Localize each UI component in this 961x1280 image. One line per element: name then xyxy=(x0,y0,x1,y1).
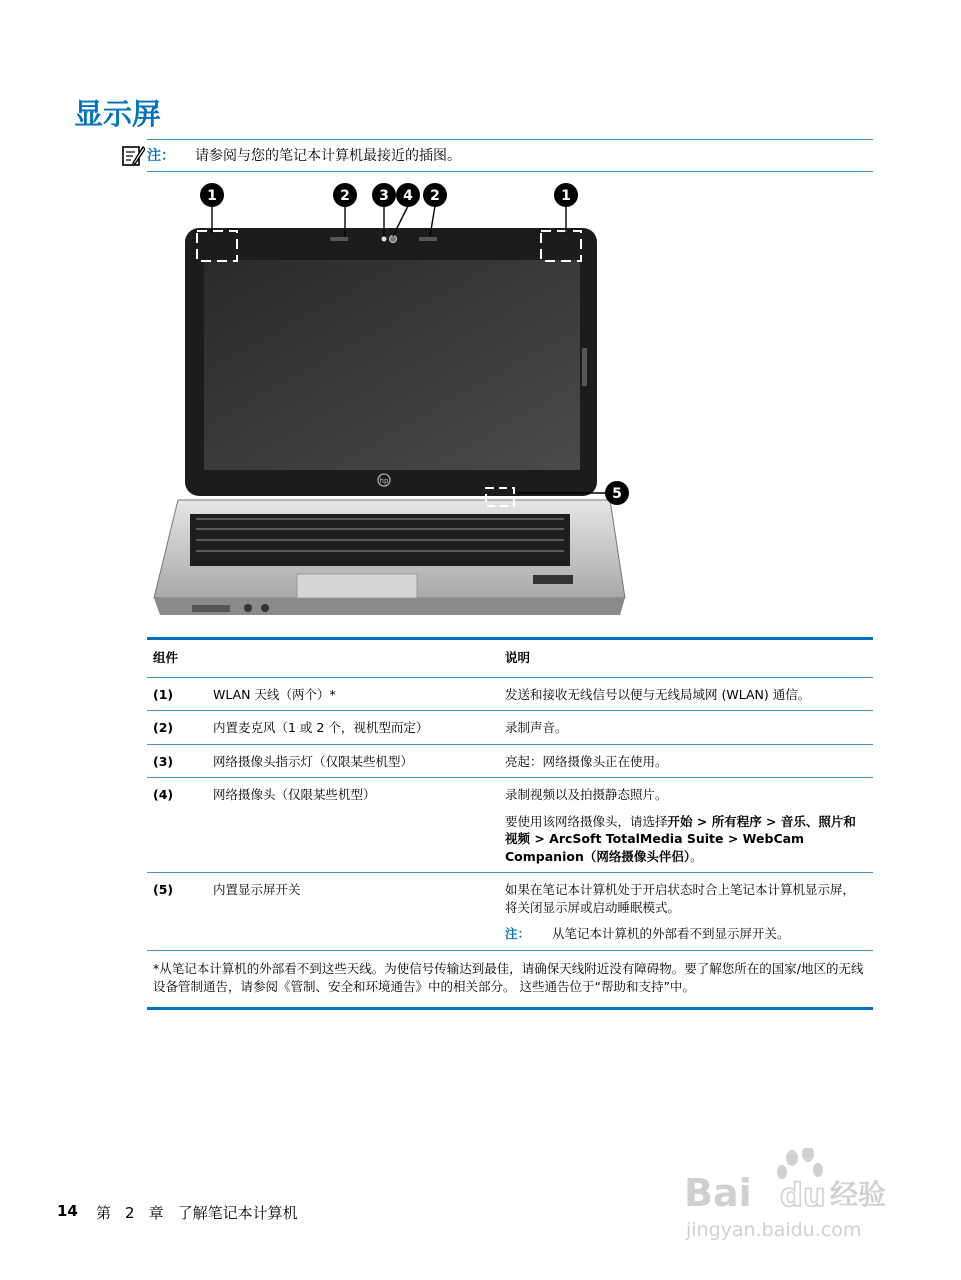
page-number: 14 xyxy=(57,1202,78,1220)
webcam-usage: 要使用该网络摄像头，请选择开始 > 所有程序 > 音乐、照片和视频 > ArcSoft TotalMedia Suite > WebCam Companion（网络摄像头伴侣）。 xyxy=(505,813,856,864)
chapter-title: 了解笔记本计算机 xyxy=(177,1204,298,1222)
row-description: 录制声音。 xyxy=(505,720,568,735)
switch-note-text: 从笔记本计算机的外部看不到显示屏开关。 xyxy=(552,926,790,941)
svg-text:经验: 经验 xyxy=(830,1178,887,1211)
table-row xyxy=(147,778,873,873)
svg-text:jingyan.baidu.com: jingyan.baidu.com xyxy=(686,1219,862,1241)
svg-text:du: du xyxy=(780,1176,826,1214)
row-description: 亮起：网络摄像头正在使用。 xyxy=(505,753,668,769)
callout-3 xyxy=(372,183,396,207)
switch-note xyxy=(505,925,867,943)
callout-1-right xyxy=(554,183,578,207)
row-description xyxy=(499,778,873,873)
row-description xyxy=(499,873,873,951)
table-header-row xyxy=(147,639,873,678)
svg-text:2: 2 xyxy=(430,188,440,204)
header-description: 说明 xyxy=(505,650,531,665)
table-row xyxy=(147,744,873,778)
callout-1-left xyxy=(200,183,224,207)
svg-text:1: 1 xyxy=(561,188,571,204)
page-title: 显示屏 xyxy=(74,97,162,131)
table-row xyxy=(147,677,873,711)
table-row xyxy=(147,873,873,951)
baidu-watermark-logo xyxy=(676,1148,916,1248)
chapter-heading: 第 2 章 了解笔记本计算机 xyxy=(96,1204,298,1222)
row-number: (3) xyxy=(153,753,174,769)
menu-path: 开始 > 所有程序 > 音乐、照片和视频 > ArcSoft TotalMedia Suite > WebCam Companion（网络摄像头伴侣） xyxy=(505,813,856,864)
row-number: (1) xyxy=(153,686,174,702)
components-table xyxy=(147,637,873,1010)
svg-text:2: 2 xyxy=(340,188,350,204)
row-component: 内置显示屏开关 xyxy=(213,882,301,897)
row-component: 网络摄像头指示灯（仅限某些机型） xyxy=(213,753,414,769)
header-component: 组件 xyxy=(153,650,179,665)
note-label: 注： xyxy=(147,148,175,164)
row-number: (5) xyxy=(153,882,174,897)
note-box xyxy=(147,139,873,172)
row-description: 发送和接收无线信号以便与无线局域网 (WLAN) 通信。 xyxy=(505,686,811,702)
svg-text:3: 3 xyxy=(379,188,389,204)
row-number: (4) xyxy=(153,787,174,802)
touchpad xyxy=(297,574,417,598)
row-component: WLAN 天线（两个）* xyxy=(213,686,336,702)
callout-4 xyxy=(396,183,420,207)
webcam-description: 录制视频以及拍摄静态照片。 xyxy=(505,787,668,802)
row-component: 内置麦克风（1 或 2 个，视机型而定） xyxy=(213,720,429,735)
callout-2-right xyxy=(423,183,447,207)
callout-2-left xyxy=(333,183,357,207)
row-number: (2) xyxy=(153,720,174,735)
table-row xyxy=(147,711,873,745)
row-component: 网络摄像头（仅限某些机型） xyxy=(213,787,376,802)
note-text: 请参阅与您的笔记本计算机最接近的插图。 xyxy=(195,148,461,164)
svg-text:5: 5 xyxy=(612,486,622,502)
display-screen xyxy=(204,260,580,470)
laptop-display-illustration xyxy=(150,178,640,628)
table-footnote: *从笔记本计算机的外部看不到这些天线。为使信号传输达到最佳，请确保天线附近没有障碍物。要了解您所在的国家/地区的无线设备管制通告，请参阅《管制、安全和环境通告》中的相关部分。 这些通告位于“帮助和支持”中。 xyxy=(153,960,864,995)
note-pencil-icon xyxy=(121,143,145,167)
svg-text:1: 1 xyxy=(207,188,217,204)
table-footnote-row xyxy=(147,950,873,1009)
switch-note-label: 注： xyxy=(505,926,531,941)
callout-5 xyxy=(605,481,629,505)
svg-text:4: 4 xyxy=(403,188,413,204)
svg-text:Bai: Bai xyxy=(684,1171,752,1215)
switch-description: 如果在笔记本计算机处于开启状态时合上笔记本计算机显示屏，将关闭显示屏或启动睡眠模式。 xyxy=(505,882,856,915)
hp-logo: hp xyxy=(379,477,389,485)
